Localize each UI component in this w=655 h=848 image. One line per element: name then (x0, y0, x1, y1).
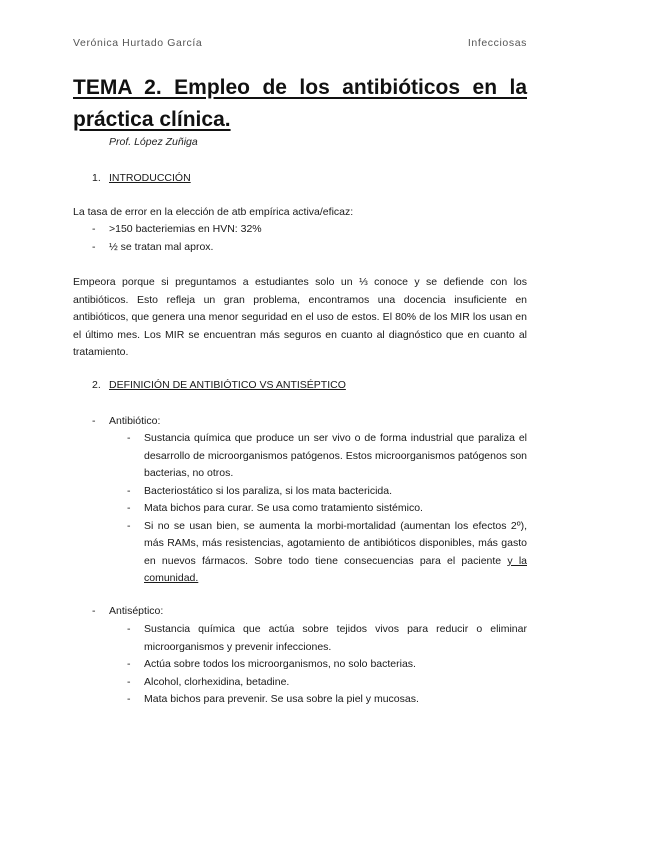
professor-name: Prof. López Zuñiga (109, 136, 198, 148)
antiseptic-heading-list (92, 603, 527, 621)
list-item (127, 518, 527, 588)
antibiotic-heading-list (92, 413, 527, 431)
section-number: 2. (92, 379, 101, 391)
antiseptic-label: - Antiséptico: (92, 603, 527, 621)
antiseptic-list (127, 621, 527, 709)
list-item: - Sustancia química que produce un ser vivo o de forma industrial que paraliza el desarrollo de microorganismos patógenos. Estos microorganismos patógenos son bacterias, no otros. (127, 430, 527, 483)
antibiotic-list (127, 430, 527, 588)
section-heading-introduction (92, 170, 191, 188)
section-number: 1. (92, 172, 101, 184)
header-subject: Infecciosas (467, 37, 527, 49)
list-item: - >150 bacteriemias en HVN: 32% (92, 221, 527, 239)
intro-paragraph: Empeora porque si preguntamos a estudiantes solo un ⅓ conoce y se defiende con los antibióticos. Esto refleja un gran problema, encontramos una docencia insuficiente en antibióticos, que genera una menor seguridad en el uso de estos. El 80% de los MIR los usan en el último mes. Los MIR se encuentran más seguros en cuanto al diagnóstico que en cuanto al tratamiento. (73, 276, 527, 358)
list-item: - Bacteriostático si los paraliza, si los mata bactericida. (127, 483, 527, 501)
header-author: Verónica Hurtado García (73, 37, 203, 49)
section-label: INTRODUCCIÓN (109, 172, 191, 184)
list-item-text: Si no se usan bien, se aumenta la morbi-mortalidad (aumentan los efectos 2º), más RAMs, más resistencias, agotamiento de antibióticos disponibles, más gasto en nuevos fármacos. Sobre todo tiene consecuencias para el paciente (144, 519, 527, 567)
list-item: - Mata bichos para prevenir. Se usa sobre la piel y mucosas. (127, 691, 527, 709)
section-label: DEFINICIÓN DE ANTIBIÓTICO VS ANTISÉPTICO (109, 379, 346, 391)
list-item-underlined-text: y la comunidad. (144, 554, 527, 584)
list-item: - Alcohol, clorhexidina, betadine. (127, 674, 527, 692)
list-item: - Actúa sobre todos los microorganismos, no solo bacterias. (127, 656, 527, 674)
list-item: - Mata bichos para curar. Se usa como tratamiento sistémico. (127, 500, 527, 518)
list-item: - Sustancia química que actúa sobre tejidos vivos para reducir o eliminar microorganismos y prevenir infecciones. (127, 621, 527, 656)
page-header (73, 37, 527, 49)
list-item: - ½ se tratan mal aprox. (92, 239, 527, 257)
intro-list (92, 221, 527, 256)
section-heading-definition (92, 377, 346, 395)
antibiotic-label: - Antibiótico: (92, 413, 527, 431)
intro-lead: La tasa de error en la elección de atb empírica activa/eficaz: (73, 206, 354, 218)
document-title: TEMA 2. Empleo de los antibióticos en la práctica clínica. (73, 76, 527, 131)
